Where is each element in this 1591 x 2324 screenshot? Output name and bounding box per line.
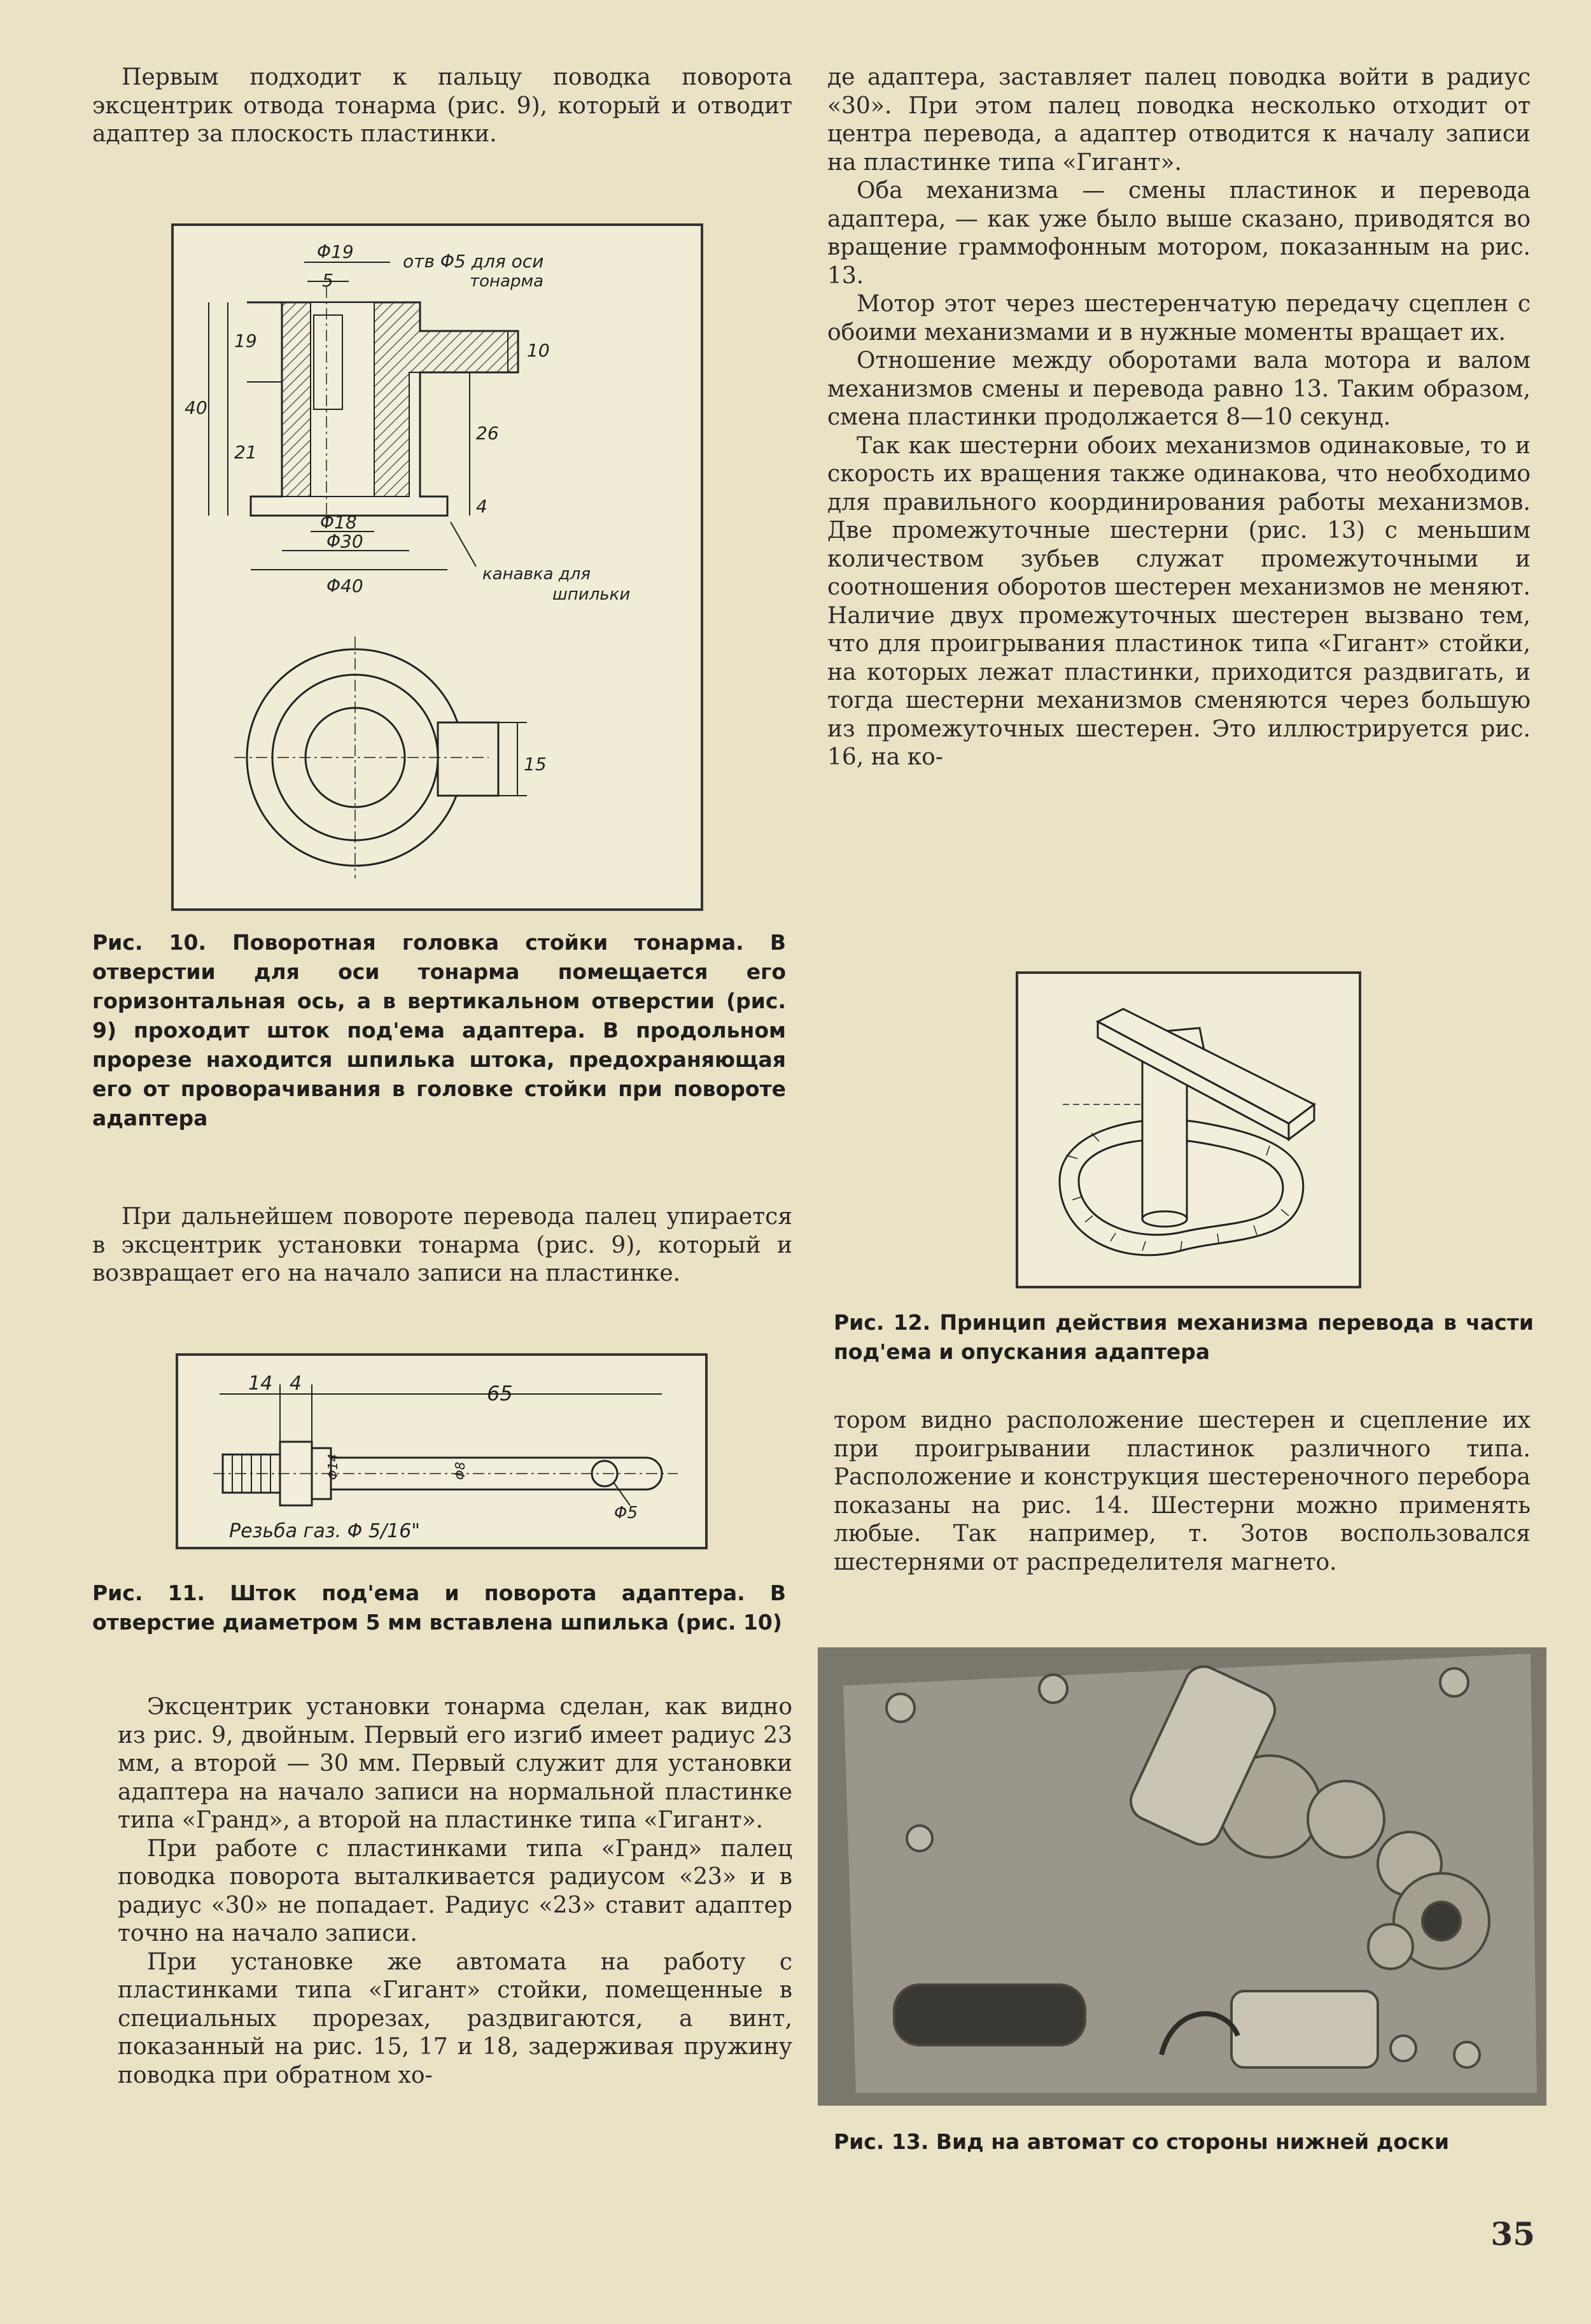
right-paragraph-3-text: Мотор этот через шестеренчатую передачу сцеплен с обоими механизмами и в нужные моменты вращает их. [827, 291, 1531, 346]
left-paragraph-2 [92, 1203, 792, 1288]
dim-h40: 40 [185, 397, 207, 418]
dim-d40: Φ40 [326, 575, 363, 596]
dim-w5: 5 [322, 270, 333, 291]
dim-d18: Φ18 [320, 512, 357, 533]
figure-10-frame [172, 225, 702, 910]
groove-note-line-1: канавка для [482, 565, 591, 584]
left-paragraph-3-block [118, 1693, 792, 2090]
figure-10-drawing [171, 223, 704, 912]
intro-text: Первым подходит к пальцу поводка поворота эксцентрик отвода тонарма (рис. 9), который и отводит адаптер за плоскость пластинки. [92, 64, 792, 147]
dim-d8: Φ8 [452, 1461, 468, 1480]
dim-h21: 21 [234, 442, 257, 463]
groove-note-line-2: шпильки [552, 585, 631, 604]
left-paragraph-2-text: При дальнейшем повороте перевода палец упирается в эксцентрик установки тонарма (рис. 9), который и возвращает его на начало записи на пластинке. [92, 1204, 792, 1286]
dim-d5: Φ5 [614, 1504, 638, 1523]
figure-13-svg [818, 1647, 1546, 2106]
dim-d30: Φ30 [326, 531, 363, 552]
figure-13-photo [818, 1647, 1546, 2106]
dim-w15: 15 [524, 754, 547, 775]
figure-13-caption: Рис. 13. Вид на автомат со стороны нижней доски [834, 2129, 1450, 2154]
dim-d14: Φ14 [325, 1453, 340, 1480]
dim-h19: 19 [234, 330, 257, 351]
dim-l4: 4 [290, 1372, 302, 1395]
right-paragraph-5-text: Так как шестерни обоих механизмов одинаковые, то и скорость их вращения также одинакова, что необходимо для правильного координирования работы механизмов. Две промежуточные шестерни (рис. 13) с меньшим количеством зубьев служат промежуточными и соотношения оборотов шестерен механизмов не меняют. Наличие двух промежуточных шестерен вызвано тем, что для проигрывания пластинок типа «Гигант» стойки, на которых лежат пластинки, приходится раздвигать, и тогда шестерни механизмов сменяются через большую из промежуточных шестерен. Это иллюстрируется рис. 16, на ко- [827, 432, 1531, 770]
figure-10-svg [171, 223, 704, 912]
hole-note-line-2: тонарма [470, 272, 544, 291]
dim-d19: Φ19 [317, 241, 354, 262]
left-paragraph-3-text: Эксцентрик установки тонарма сделан, как видно из рис. 9, двойным. Первый его изгиб имеет радиус 23 мм, а второй — 30 мм. Первый служит для установки адаптера на начало записи на нормальной пластинке типа «Гранд», а второй на пластинке типа «Гигант». [118, 1694, 792, 1833]
right-paragraph-1-text: де адаптера, заставляет палец поводка войти в радиус «30». При этом палец поводка несколько отходит от центра перевода, а адаптер отводится к началу записи на пластинке типа «Гигант». [827, 64, 1531, 176]
right-text-block-1 [827, 64, 1531, 772]
page-number: 35 [1490, 2215, 1535, 2253]
dim-h26: 26 [476, 423, 499, 444]
intro-paragraph [92, 64, 792, 149]
figure-10-caption: Рис. 10. Поворотная головка стойки тонарма. В отверстии для оси тонарма помещается его горизонтальная ось, а в вертикальном отверстии (рис. 9) проходит шток под'ема адаптера. В продольном прорезе находится шпилька штока, предохраняющая его от проворачивания в головке стойки при повороте адаптера [92, 930, 786, 1130]
left-paragraph-4-text: При работе с пластинками типа «Гранд» палец поводка поворота выталкивается радиусом «23» и в радиус «30» не попадает. Радиус «23» ставит адаптер точно на начало записи. [118, 1835, 792, 1947]
figure-11-svg [175, 1353, 708, 1550]
figure-12-svg [1015, 971, 1362, 1289]
figure-11-drawing [175, 1353, 708, 1550]
right-paragraph-4-text: Отношение между оборотами вала мотора и валом механизмов смены и перевода равно 13. Таким образом, смена пластинки продолжается 8—10 секунд. [827, 348, 1531, 430]
dim-h4: 4 [476, 496, 487, 517]
dim-l14: 14 [248, 1372, 273, 1395]
dim-l65: 65 [487, 1381, 513, 1405]
left-paragraph-5-text: При установке же автомата на работу с пластинками типа «Гигант» стойки, помещенные в специальных прорезах, раздвигаются, а винт, показанный на рис. 15, 17 и 18, задерживая пружину поводка при обратном хо- [118, 1948, 792, 2088]
figure-11-caption: Рис. 11. Шток под'ема и поворота адаптера. В отверстие диаметром 5 мм вставлена шпилька (рис. 10) [92, 1581, 786, 1635]
right-paragraph-6-text: тором видно расположение шестерен и сцепление их при проигрывании пластинок различного типа. Расположение и конструкция шестереночного перебора показаны на рис. 14. Шестерни можно применять любые. Так например, т. Зотов воспользовался шестернями от распределителя магнето. [834, 1407, 1531, 1575]
right-paragraph-2-text: Оба механизма — смены пластинок и перевода адаптера, — как уже было выше сказано, приводятся во вращение граммофонным мотором, показанным на рис. 13. [827, 178, 1531, 289]
dim-h10: 10 [527, 340, 550, 361]
right-text-block-2 [834, 1407, 1531, 1577]
figure-12-drawing [1015, 971, 1362, 1289]
hole-note-line-1: отв Φ5 для оси [403, 251, 544, 272]
figure-12-caption: Рис. 12. Принцип действия механизма перевода в части под'ема и опускания адаптера [834, 1310, 1534, 1364]
thread-note: Резьба газ. Φ 5/16" [229, 1520, 421, 1542]
